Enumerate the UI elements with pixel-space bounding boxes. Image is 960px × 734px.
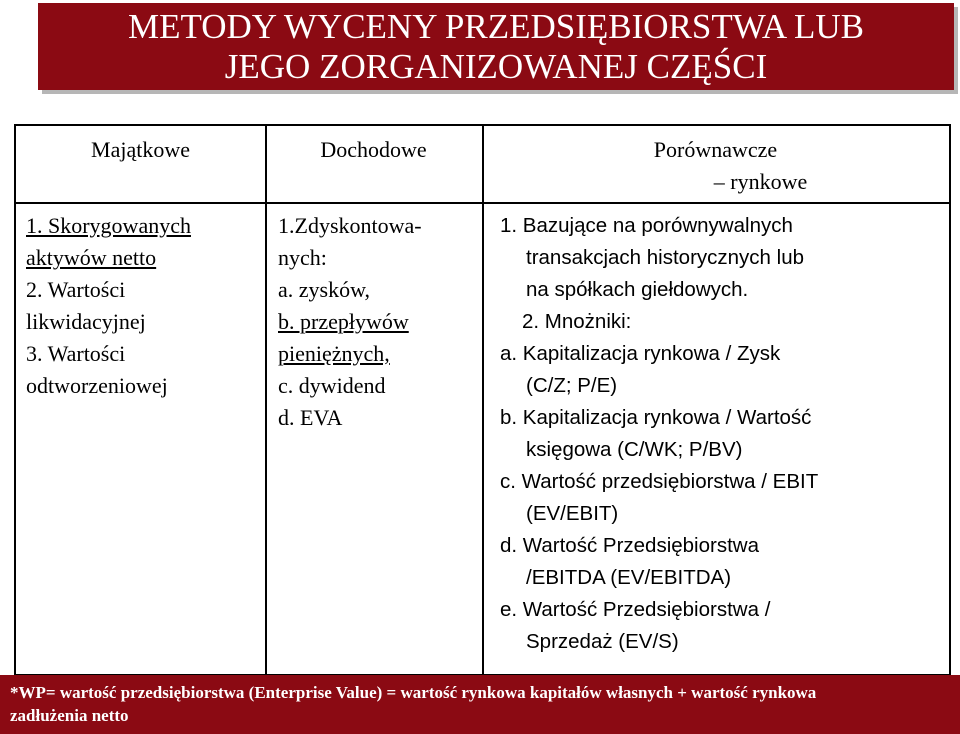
list-item: /EBITDA (EV/EBITDA): [526, 566, 732, 589]
header-majatkowe: Majątkowe: [91, 137, 190, 162]
header-porownawcze-line1: Porównawcze: [653, 137, 778, 162]
column-divider-2: [482, 126, 484, 674]
list-item: nych:: [278, 245, 327, 270]
column-majatkowe: [26, 210, 261, 402]
list-item: pieniężnych,: [278, 341, 390, 366]
list-item: odtworzeniowej: [26, 373, 168, 398]
footnote-bar: [0, 675, 960, 734]
list-item: 1. Skorygowanych: [26, 213, 191, 238]
list-item: na spółkach giełdowych.: [526, 278, 749, 301]
list-item: 1.Zdyskontowa-: [278, 213, 422, 238]
header-porownawcze: [482, 134, 949, 198]
list-item: a. zysków,: [278, 277, 371, 302]
list-item: c. dywidend: [278, 373, 386, 398]
list-item: (C/Z; P/E): [526, 374, 618, 397]
list-item: b. Kapitalizacja rynkowa / Wartość: [500, 406, 812, 429]
header-divider: [16, 202, 949, 204]
list-item: aktywów netto: [26, 245, 157, 270]
header-porownawcze-line2: – rynkowe: [713, 169, 808, 194]
list-item: b. przepływów: [278, 309, 409, 334]
footnote-line-2: zadłużenia netto: [10, 706, 129, 725]
list-item: 2. Wartości: [26, 277, 126, 302]
list-item: d. EVA: [278, 405, 343, 430]
list-item: c. Wartość przedsiębiorstwa / EBIT: [500, 470, 819, 493]
column-divider-1: [265, 126, 267, 674]
methods-table: [14, 124, 951, 676]
list-item: (EV/EBIT): [526, 502, 619, 525]
column-dochodowe: [278, 210, 478, 434]
list-item: a. Kapitalizacja rynkowa / Zysk: [500, 342, 781, 365]
title-line-2: JEGO ZORGANIZOWANEJ CZĘŚCI: [224, 46, 768, 86]
list-item: księgowa (C/WK; P/BV): [526, 438, 743, 461]
list-item: 1. Bazujące na porównywalnych: [500, 214, 793, 237]
slide-title: [38, 3, 954, 90]
list-item: transakcjach historycznych lub: [526, 246, 805, 269]
footnote-line-1: *WP= wartość przedsiębiorstwa (Enterprise Value) = wartość rynkowa kapitałów własnych + wartość rynkowa: [10, 683, 817, 702]
list-item: 3. Wartości: [26, 341, 126, 366]
list-item: d. Wartość Przedsiębiorstwa: [500, 534, 759, 557]
title-line-1: METODY WYCENY PRZEDSIĘBIORSTWA LUB: [128, 6, 864, 46]
list-item: likwidacyjnej: [26, 309, 146, 334]
list-item: e. Wartość Przedsiębiorstwa /: [500, 598, 771, 621]
header-dochodowe: Dochodowe: [320, 137, 427, 162]
list-item: Sprzedaż (EV/S): [526, 630, 679, 653]
column-porownawcze: [500, 210, 945, 658]
list-item: 2. Mnożniki:: [522, 310, 632, 333]
